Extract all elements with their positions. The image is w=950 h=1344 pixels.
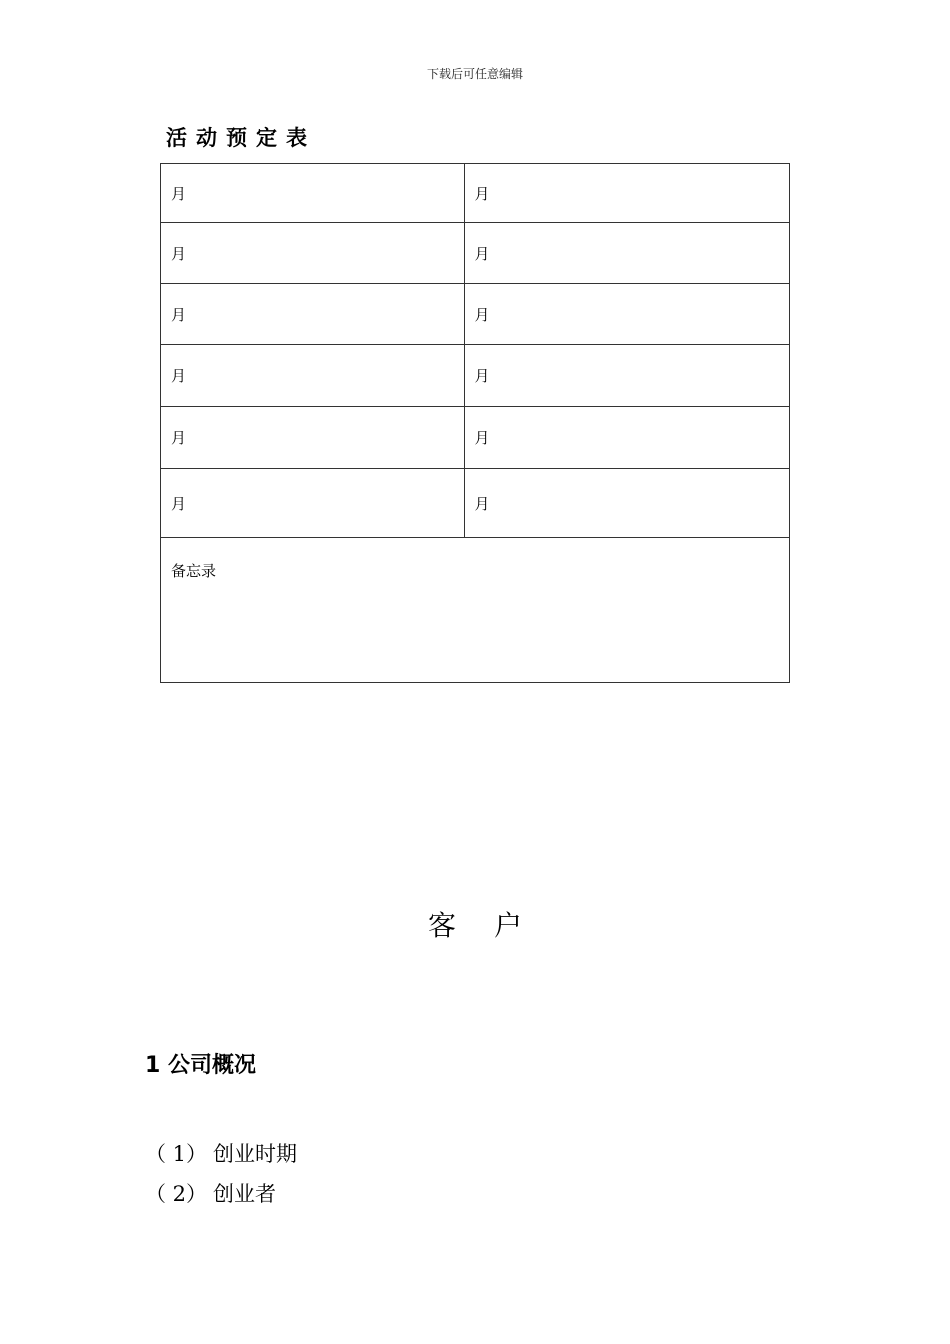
month-cell: 月 [161,345,465,407]
schedule-table [160,163,790,683]
list-item-number: （ 1） [145,1142,208,1166]
month-cell: 月 [161,164,465,223]
list-item [145,1178,276,1208]
month-cell: 月 [464,345,789,407]
memo-row [161,538,790,683]
schedule-title: 活动预定表 [166,126,316,150]
company-heading: 1 公司概况 [145,1053,256,1078]
section-title-char: 户 [494,909,523,942]
month-cell: 月 [464,164,789,223]
table-row [161,407,790,469]
list-item-number: （ 2） [145,1182,208,1206]
month-cell: 月 [464,407,789,469]
table-row [161,284,790,345]
month-cell: 月 [161,223,465,284]
header-note: 下载后可任意编辑 [426,67,523,81]
month-cell: 月 [161,407,465,469]
memo-cell: 备忘录 [161,538,790,683]
month-cell: 月 [464,284,789,345]
month-cell: 月 [464,223,789,284]
month-cell: 月 [161,469,465,538]
list-item-text: 创业时期 [213,1142,297,1166]
table-row [161,469,790,538]
table-row [161,164,790,223]
list-item-text: 创业者 [213,1182,276,1206]
section-title-char: 客 [427,909,456,942]
table-row [161,223,790,284]
section-title [0,904,950,944]
month-cell: 月 [464,469,789,538]
table-row [161,345,790,407]
list-item [145,1138,297,1168]
month-cell: 月 [161,284,465,345]
